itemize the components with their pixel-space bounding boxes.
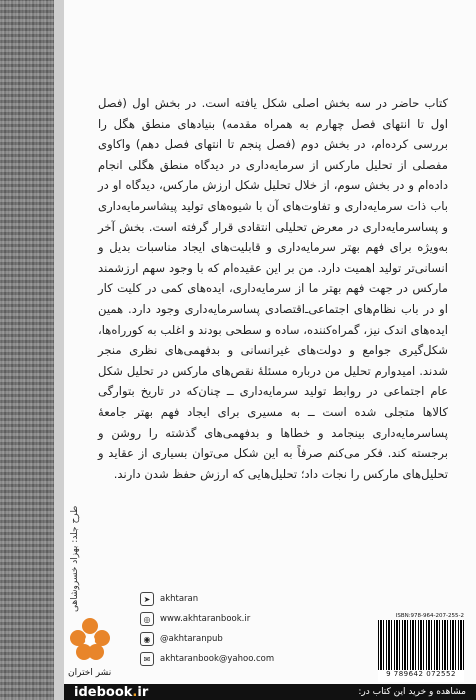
instagram-icon: ◉ <box>140 632 154 646</box>
isbn-label: ISBN:978-964-207-255-2 <box>395 613 464 619</box>
contact-telegram[interactable] <box>140 590 300 608</box>
email-icon: ✉ <box>140 652 154 666</box>
web-icon: ◎ <box>140 612 154 626</box>
publisher-logo-text: نشر اختران <box>68 668 112 678</box>
contact-telegram-text: akhtaran <box>160 594 199 604</box>
cover-body-text: کتاب حاضر در سه بخش اصلی شکل یافته است. در بخش اول (فصل اول تا انتهای فصل چهارم به همراه مقدمه) بنیادهای منطق هگل را بررسی کرده‌ام، در بخش دوم (فصل پنجم تا انتهای فصل دهم) واکاوی مفصلی از تحلیل مارکس از سرمایه‌داری در دیدگاه منطق هگلی انجام داده‌ام و در بخش سوم، از خلال تحلیل شکل ارزش مارکس، دیدگاه او در باب ذات سرمایه‌داری و تفاوت‌های آن با شیوه‌های تولید پیشاسرمایه‌داری و پساسرمایه‌داری در معرض تحلیلی انتقادی قرار گرفته است. بخش آخر به‌ویژه برای فهم بهتر سرمایه‌داری و قابلیت‌های ایجاد مناسبات بدیل و انسانی‌تر تولید اهمیت دارد. من بر این عقیده‌ام که با وجود سهم ارزشمند مارکس در جهت فهم بهتر ما از سرمایه‌داری، ایده‌های کمی در کلیت کار او در باب نظام‌های اجتماعی‌ـ‌اقتصادی پساسرمایه‌داری وجود دارد. همین ایده‌های اندک نیز، گمراه‌کننده، ساده و سطحی بودند و اغلب به کورراه‌ها، شکل‌گیری جوامع و دولت‌های غیرانسانی و بدفهمی‌های نظری منجر شدند. امیدوارم تحلیل من درباره مسئلهٔ نقص‌های مارکس در تحلیل شکل عام اجتماعی در روابط تولید سرمایه‌داری ــ چنان‌که در تاریخ بتوارگی کالاها متجلی شده است ــ به مسیری برای ایجاد فهم بهتر جامعهٔ پساسرمایه‌داری بینجامد و خطاها و بدفهمی‌های گذشته را روشن و برجسته کند. فکر می‌کنم صرفاً به این شکل می‌توان بسیاری از عقاید و تحلیل‌های مارکس را نجات داد؛ تحلیل‌هایی که ارزش حفظ شدن دارند. <box>98 96 448 481</box>
publisher-logo <box>66 616 114 672</box>
cover-designer-credit: طرح جلد: بهزاد خسروشاهی <box>70 505 80 612</box>
barcode-number: 9 789642 072552 <box>378 670 464 682</box>
telegram-icon: ➤ <box>140 592 154 606</box>
site-suffix: ir <box>137 684 149 700</box>
publisher-logo-icon <box>66 616 114 668</box>
site-prefix: idebook <box>74 684 133 700</box>
store-site-name[interactable] <box>74 685 148 700</box>
contact-email[interactable] <box>140 650 300 668</box>
contact-instagram-text: @akhtaranpub <box>160 634 223 644</box>
site-dot: . <box>132 684 138 700</box>
store-cta-text: مشاهده و خرید این کتاب در: <box>358 687 466 697</box>
contact-email-text: akhtaranbook@yahoo.com <box>160 654 275 664</box>
contact-instagram[interactable] <box>140 630 300 648</box>
contact-website[interactable] <box>140 610 300 628</box>
contact-list <box>140 590 300 670</box>
spine-edge <box>54 0 64 700</box>
store-banner[interactable] <box>64 684 476 700</box>
book-spine <box>0 0 54 700</box>
contact-website-text: www.akhtaranbook.ir <box>160 614 251 624</box>
